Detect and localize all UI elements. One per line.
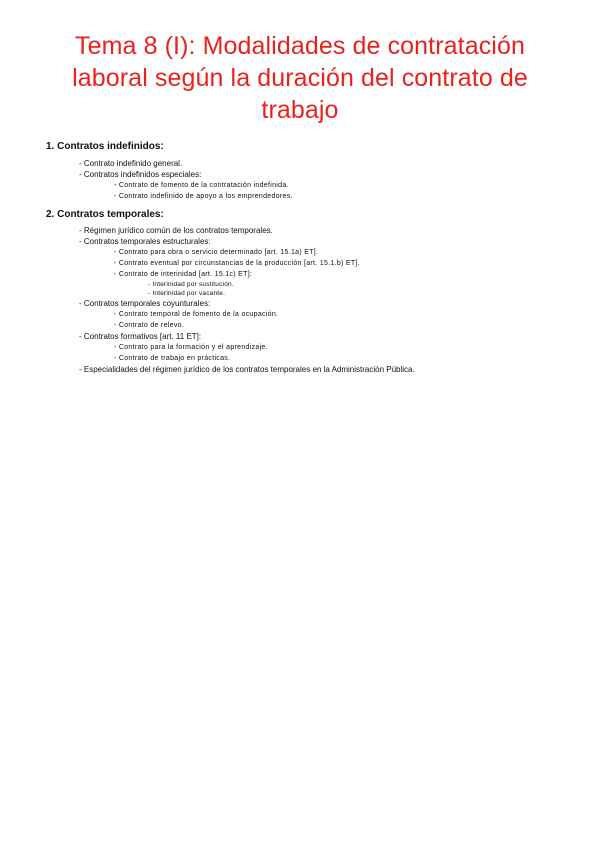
document-title: Tema 8 (I): Modalidades de contratación laboral según la duración del contrato de trabajo [72, 32, 528, 124]
list-item: - Contrato para obra o servicio determinado [art. 15.1a) ET]. [114, 249, 319, 256]
list-item: - Contrato de trabajo en prácticas. [114, 355, 231, 362]
list-item: - Contratos temporales estructurales: [79, 237, 211, 246]
list-item: - Contrato para la formación y el aprendizaje. [114, 344, 268, 351]
list-item: - Contrato indefinido general. [79, 159, 183, 168]
document-body [0, 140, 600, 375]
list-item: - Contrato eventual por circunstancias de la producción [art. 15.1.b) ET]. [114, 260, 360, 267]
list-item: - Contratos indefinidos especiales: [79, 170, 202, 179]
list-item: - Interinidad por vacante. [148, 290, 226, 297]
list-item: - Interinidad por sustitución. [148, 281, 234, 288]
section-heading-indefinidos: 1. Contratos indefinidos: [46, 141, 164, 152]
list-item: - Contrato indefinido de apoyo a los emprendedores. [114, 193, 293, 200]
list-item: - Contratos temporales coyunturales: [79, 299, 211, 308]
list-item: - Régimen jurídico común de los contratos temporales. [79, 226, 273, 235]
list-item: - Contrato temporal de fomento de la ocupación. [114, 311, 279, 318]
section-heading-temporales: 2. Contratos temporales: [46, 209, 164, 220]
list-item: - Contratos formativos [art. 11 ET]: [79, 332, 202, 341]
list-item: - Contrato de relevo. [114, 322, 185, 329]
list-item: - Especialidades del régimen jurídico de los contratos temporales en la Administración Pública. [79, 365, 415, 374]
list-item: - Contrato de interinidad [art. 15.1c) ET]: [114, 271, 253, 278]
list-item: - Contrato de fomento de la contratación indefinida. [114, 182, 289, 189]
